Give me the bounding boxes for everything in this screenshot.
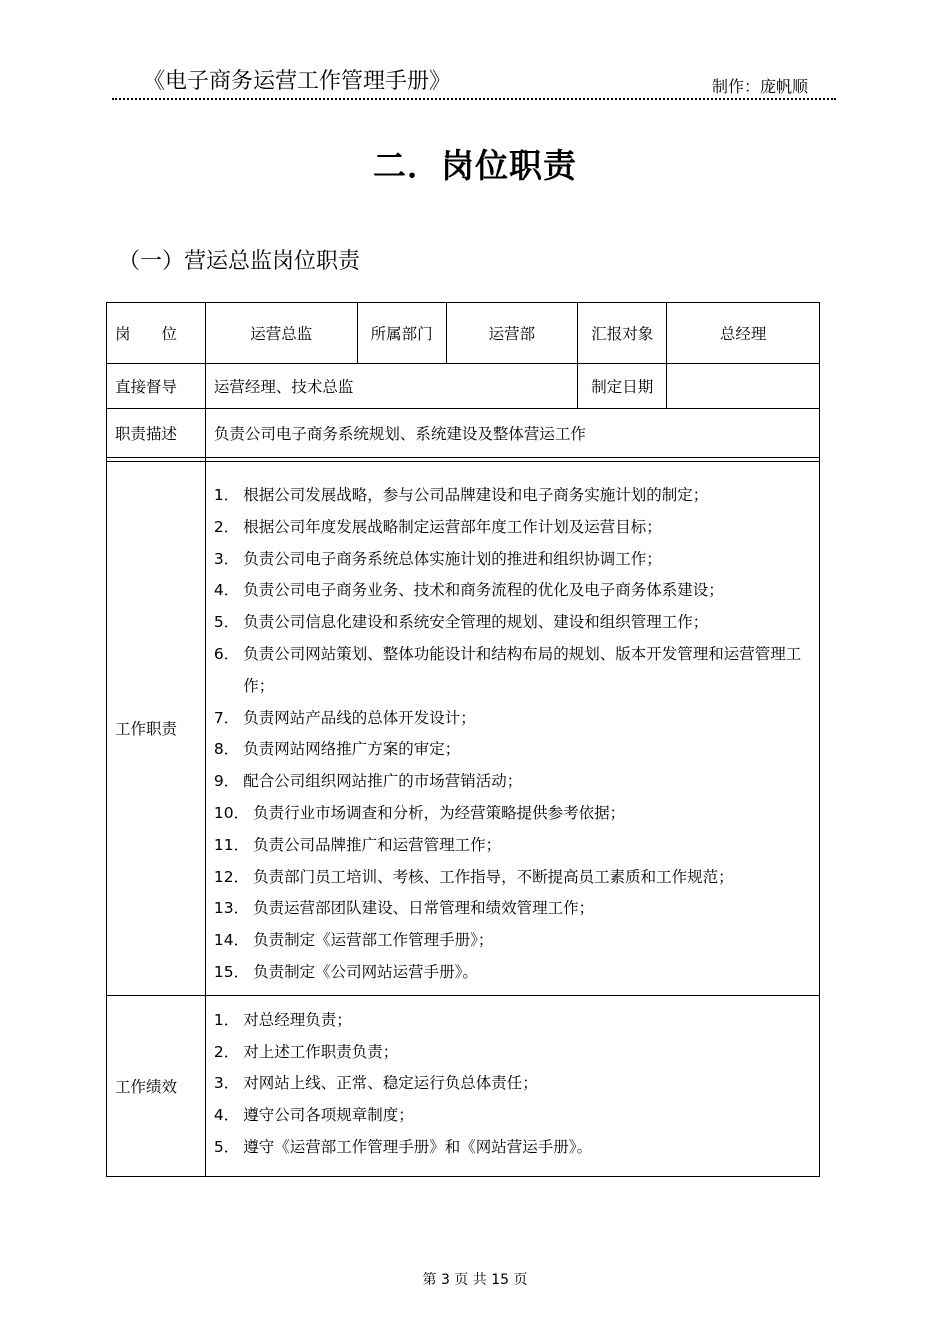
dept-label: 所属部门 — [357, 303, 446, 364]
list-item-text: 负责行业市场调查和分析，为经营策略提供参考依据； — [253, 803, 626, 822]
header-author: 制作：庞帆顺 — [711, 77, 808, 96]
list-item — [214, 893, 811, 925]
date-value — [667, 364, 820, 409]
list-item-number: 2． — [213, 517, 240, 536]
performance-list — [205, 995, 819, 1176]
list-item-text: 负责公司网站策划、整体功能设计和结构布局的规划、版本开发管理和运营管理工作； — [243, 644, 802, 695]
list-item-number: 1． — [213, 486, 240, 504]
job-duty-table — [106, 302, 820, 1177]
list-item-text: 负责制定《运营部工作管理手册》； — [253, 931, 494, 950]
list-item-text: 根据公司发展战略，参与公司品牌建设和电子商务实施计划的制定； — [243, 486, 709, 504]
supervise-value: 运营经理、技术总监 — [205, 364, 577, 409]
table-row — [107, 364, 820, 409]
desc-label: 职责描述 — [107, 409, 206, 458]
list-item-number: 4． — [213, 581, 240, 600]
list-item — [214, 575, 811, 607]
table-row — [107, 409, 820, 458]
list-item-number: 9． — [213, 772, 240, 791]
position-label: 岗 位 — [107, 303, 206, 364]
list-item-number: 1． — [213, 1010, 240, 1029]
page-footer: 第 3 页 共 15 页 — [422, 1272, 528, 1288]
header-title: 《电子商务运营工作管理手册》 — [143, 69, 452, 94]
list-item-text: 负责网站网络推广方案的审定； — [243, 740, 461, 759]
report-label: 汇报对象 — [578, 303, 667, 364]
table-row — [107, 462, 820, 996]
header-divider — [112, 98, 836, 100]
date-label: 制定日期 — [578, 364, 667, 409]
list-item-text: 负责运营部团队建设、日常管理和绩效管理工作； — [253, 899, 595, 918]
list-item — [214, 639, 811, 703]
list-item — [214, 925, 811, 957]
performance-label: 工作绩效 — [107, 995, 206, 1176]
page-heading: 二．岗位职责 — [373, 146, 577, 185]
list-item — [214, 1132, 811, 1164]
list-item-text: 负责部门员工培训、考核、工作指导，不断提高员工素质和工作规范； — [253, 867, 734, 886]
list-item-text: 对上述工作职责负责； — [243, 1042, 399, 1061]
list-item — [214, 512, 811, 544]
list-item — [214, 703, 811, 735]
list-item — [214, 480, 811, 512]
list-item-text: 负责公司信息化建设和系统安全管理的规划、建设和组织管理工作； — [243, 613, 709, 632]
list-item — [214, 1100, 811, 1132]
list-item-text: 对总经理负责； — [243, 1010, 352, 1029]
report-value: 总经理 — [667, 303, 820, 364]
list-item-text: 根据公司年度发展战略制定运营部年度工作计划及运营目标； — [243, 517, 662, 536]
list-item-number: 2． — [213, 1042, 240, 1061]
dept-value: 运营部 — [446, 303, 578, 364]
list-item-text: 负责公司电子商务系统总体实施计划的推进和组织协调工作； — [243, 549, 662, 568]
list-item — [214, 607, 811, 639]
list-item-text: 对网站上线、正常、稳定运行负总体责任； — [243, 1074, 538, 1093]
list-item — [214, 1037, 811, 1069]
list-item-text: 负责公司品牌推广和运营管理工作； — [253, 835, 502, 854]
list-item-number: 3． — [213, 549, 240, 568]
list-item-number: 10． — [213, 803, 250, 822]
list-item-number: 3． — [213, 1074, 240, 1093]
list-item-number: 13． — [213, 899, 250, 918]
list-item-number: 8． — [213, 740, 240, 759]
list-item-text: 负责网站产品线的总体开发设计； — [243, 708, 476, 727]
table-row — [107, 303, 820, 364]
duties-label: 工作职责 — [107, 462, 206, 996]
list-item — [214, 766, 811, 798]
list-item-number: 4． — [213, 1106, 240, 1125]
list-item-number: 5． — [213, 1137, 240, 1156]
position-value: 运营总监 — [205, 303, 357, 364]
list-item-number: 6． — [213, 644, 240, 663]
table-row — [107, 995, 820, 1176]
list-item-text: 配合公司组织网站推广的市场营销活动； — [243, 772, 523, 791]
list-item — [214, 1005, 811, 1037]
list-item-text: 遵守公司各项规章制度； — [243, 1106, 414, 1125]
list-item-number: 7． — [213, 708, 240, 727]
desc-value: 负责公司电子商务系统规划、系统建设及整体营运工作 — [205, 409, 819, 458]
list-item — [214, 734, 811, 766]
list-item — [214, 1068, 811, 1100]
list-item-number: 14． — [213, 931, 250, 950]
list-item-number: 15． — [213, 962, 250, 981]
supervise-label: 直接督导 — [107, 364, 206, 409]
list-item-text: 负责制定《公司网站运营手册》。 — [253, 962, 478, 981]
list-item-number: 11． — [213, 835, 250, 854]
list-item — [214, 798, 811, 830]
section-heading: （一）营运总监岗位职责 — [118, 249, 361, 274]
duties-list — [205, 462, 819, 996]
list-item — [214, 830, 811, 862]
list-item-text: 负责公司电子商务业务、技术和商务流程的优化及电子商务体系建设； — [243, 581, 724, 600]
list-item — [214, 544, 811, 576]
list-item-text: 遵守《运营部工作管理手册》和《网站营运手册》。 — [243, 1137, 593, 1156]
list-item-number: 5． — [213, 613, 240, 632]
list-item — [214, 862, 811, 894]
list-item-number: 12． — [213, 867, 250, 886]
list-item — [214, 957, 811, 989]
